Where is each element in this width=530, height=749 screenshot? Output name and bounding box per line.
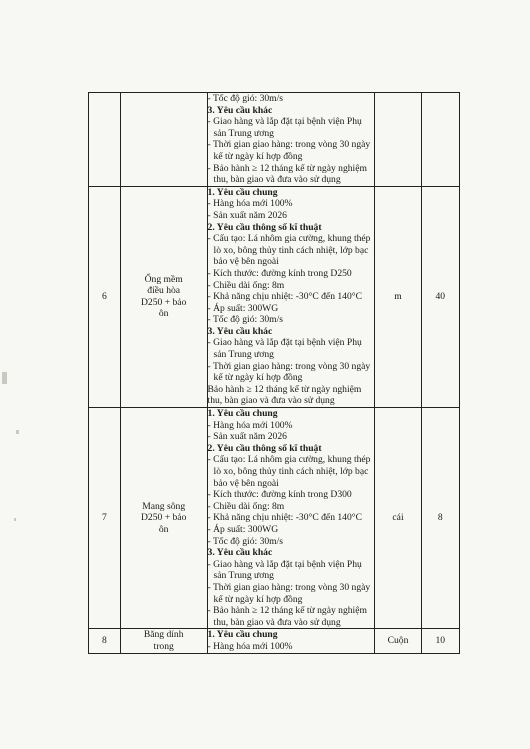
spec-heading: 1. Yêu cầu chung xyxy=(207,186,278,198)
spec-table xyxy=(88,92,460,654)
spec-heading: 3. Yêu cầu khác xyxy=(207,104,273,116)
item-name-line: ôn xyxy=(158,308,169,320)
spec-heading: 1. Yêu cầu chung xyxy=(207,629,278,641)
spec-line: - Tốc độ gió: 30m/s xyxy=(207,93,284,104)
spec-line: - Giao hàng và lắp đặt tại bệnh viện Phụ xyxy=(207,337,362,349)
spec-line: kể từ ngày kí hợp đồng xyxy=(213,150,303,162)
item-name-line: D250 + bảo xyxy=(140,296,187,308)
spec-line: sản Trung ương xyxy=(213,127,274,139)
item-unit: Cuộn xyxy=(375,629,421,653)
spec-line: - Thời gian giao hàng: trong vòng 30 ngày xyxy=(207,581,371,593)
spec-line: - Tốc độ gió: 30m/s xyxy=(207,535,284,547)
item-quantity: 10 xyxy=(421,629,459,653)
spec-line: - Hàng hóa mới 100% xyxy=(207,419,293,431)
item-quantity: 8 xyxy=(421,408,459,629)
spec-line: thu, bàn giao và đưa vào sử dụng xyxy=(213,616,341,628)
item-name-line: điều hòa xyxy=(147,285,181,297)
spec-line: - Sản xuất năm 2026 xyxy=(207,209,287,221)
spec-line: - Chiều dài ống: 8m xyxy=(207,500,285,512)
spec-line: - Hàng hóa mới 100% xyxy=(207,640,293,652)
item-name xyxy=(120,408,207,629)
spec-line: - Bảo hành ≥ 12 tháng kể từ ngày nghiệm xyxy=(207,605,367,617)
table-row xyxy=(89,186,460,407)
spec-line: - Giao hàng và lắp đặt tại bệnh viện Phụ xyxy=(207,558,362,570)
spec-line: - Thời gian giao hàng: trong vòng 30 ngày xyxy=(207,139,371,151)
item-number xyxy=(89,93,121,187)
spec-line: - Hàng hóa mới 100% xyxy=(207,198,293,210)
spec-heading: 3. Yêu cầu khác xyxy=(207,547,273,559)
spec-line: - Kích thước: đường kính trong D300 xyxy=(207,489,352,501)
spec-line: lò xo, bông thủy tinh cách nhiệt, lớp bạc xyxy=(213,244,369,256)
item-unit: cái xyxy=(375,408,421,629)
item-name xyxy=(120,186,207,407)
spec-line: thu, bàn giao và đưa vào sử dụng xyxy=(213,174,341,186)
item-quantity: 40 xyxy=(421,186,459,407)
spec-line: - Sản xuất năm 2026 xyxy=(207,431,287,443)
item-quantity xyxy=(421,93,459,187)
item-name-line: trong xyxy=(153,640,174,652)
spec-heading: 3. Yêu cầu khác xyxy=(207,325,273,337)
spec-line: thu, bàn giao và đưa vào sử dụng xyxy=(207,395,335,407)
spec-line: - Thời gian giao hàng: trong vòng 30 ngày xyxy=(207,360,371,372)
item-name xyxy=(120,629,207,653)
spec-line: - Tốc độ gió: 30m/s xyxy=(207,314,284,326)
item-specification xyxy=(207,629,375,653)
spec-line: kể từ ngày kí hợp đồng xyxy=(213,372,303,384)
spec-heading: 2. Yêu cầu thông số kĩ thuật xyxy=(207,221,322,233)
spec-line: - Áp suất: 300WG xyxy=(207,302,279,314)
scan-mark xyxy=(16,430,19,434)
item-name-line: ôn xyxy=(158,523,169,535)
spec-line: - Khả năng chịu nhiệt: -30°C đến 140°C xyxy=(207,512,363,524)
table-row xyxy=(89,93,460,187)
spec-line: - Kích thước: đường kính trong D250 xyxy=(207,267,352,279)
item-specification xyxy=(207,186,375,407)
item-specification xyxy=(207,93,375,187)
spec-heading: 2. Yêu cầu thông số kĩ thuật xyxy=(207,442,322,454)
item-unit: m xyxy=(375,186,421,407)
spec-line: - Bảo hành ≥ 12 tháng kể từ ngày nghiệm xyxy=(207,162,367,174)
spec-line: bảo vệ bên ngoài xyxy=(213,477,279,489)
table-row xyxy=(89,408,460,629)
item-number: 8 xyxy=(89,629,121,653)
spec-line: - Cấu tạo: Lá nhôm gia cường, khung thép xyxy=(207,233,371,245)
spec-line: Bảo hành ≥ 12 tháng kể từ ngày nghiệm xyxy=(207,383,362,395)
item-unit xyxy=(375,93,421,187)
item-number: 6 xyxy=(89,186,121,407)
item-number: 7 xyxy=(89,408,121,629)
spec-line: sản Trung ương xyxy=(213,349,274,361)
spec-line: - Áp suất: 300WG xyxy=(207,523,279,535)
table-row xyxy=(89,629,460,653)
item-name-line: Băng dính xyxy=(143,629,184,641)
item-name xyxy=(120,93,207,187)
item-name-line: Ống mềm xyxy=(144,273,183,285)
scan-mark xyxy=(14,518,16,521)
spec-line: sản Trung ương xyxy=(213,570,274,582)
spec-line: - Cấu tạo: Lá nhôm gia cường, khung thép xyxy=(207,454,371,466)
item-name-line: D250 + bảo xyxy=(140,512,187,524)
spec-line: - Giao hàng và lắp đặt tại bệnh viện Phụ xyxy=(207,116,362,128)
spec-line: - Khả năng chịu nhiệt: -30°C đến 140°C xyxy=(207,291,363,303)
spec-line: kể từ ngày kí hợp đồng xyxy=(213,593,303,605)
spec-line: lò xo, bông thủy tinh cách nhiệt, lớp bạc xyxy=(213,466,369,477)
spec-line: bảo vệ bên ngoài xyxy=(213,256,279,268)
scan-mark xyxy=(2,372,7,384)
item-name-line: Mang sông xyxy=(142,500,186,512)
spec-heading: 1. Yêu cầu chung xyxy=(207,408,278,420)
item-specification xyxy=(207,408,375,629)
spec-line: - Chiều dài ống: 8m xyxy=(207,279,285,291)
